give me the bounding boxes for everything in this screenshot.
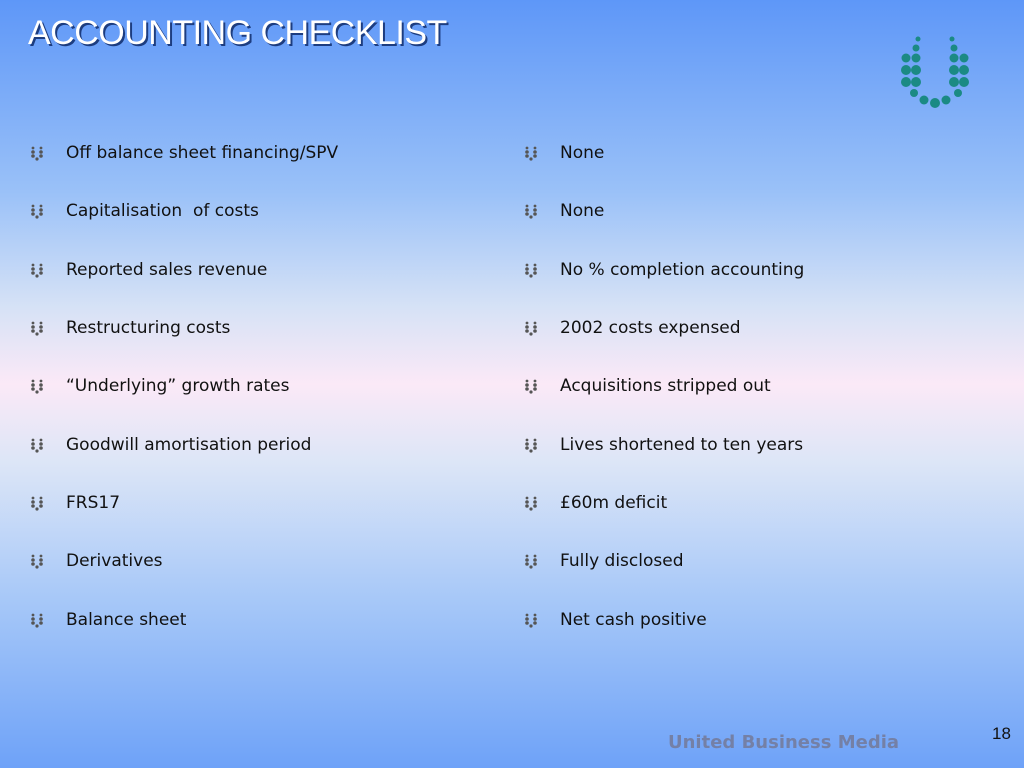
ubm-bullet-icon [523,612,539,628]
checklist-status-text: Fully disclosed [560,551,684,571]
checklist-status [523,316,741,340]
ubm-bullet-icon [523,203,539,219]
checklist-item-label: “Underlying” growth rates [66,376,290,396]
ubm-bullet-icon [29,612,45,628]
checklist-item [29,374,290,398]
ubm-bullet-icon [29,262,45,278]
checklist-status [523,491,667,515]
ubm-bullet-icon [29,378,45,394]
ubm-bullet-icon [523,553,539,569]
checklist-item [29,549,163,573]
checklist-item-label: Derivatives [66,551,163,571]
checklist-status [523,199,604,223]
checklist-status-text: None [560,143,605,163]
checklist-status-text: Net cash positive [560,610,707,630]
checklist-status [523,433,803,457]
ubm-logo-icon [896,34,976,108]
checklist-status [523,141,604,165]
checklist-item-label: Off balance sheet financing/SPV [66,143,339,163]
checklist-item [29,199,259,223]
ubm-bullet-icon [29,553,45,569]
checklist-status-text: £60m deficit [560,493,668,513]
brand-name: United Business Media [668,732,900,753]
ubm-bullet-icon [29,203,45,219]
checklist-item [29,433,311,457]
checklist-status [523,258,804,282]
checklist-item-label: Restructuring costs [66,318,231,338]
ubm-bullet-icon [29,437,45,453]
ubm-bullet-icon [29,145,45,161]
page-number: 18 [992,724,1011,743]
ubm-bullet-icon [523,320,539,336]
checklist-status-text: Lives shortened to ten years [560,435,804,455]
ubm-bullet-icon [523,262,539,278]
slide-title: ACCOUNTING CHECKLIST [28,14,447,52]
checklist-status-text: No % completion accounting [560,260,805,280]
checklist-item-label: Reported sales revenue [66,260,268,280]
ubm-bullet-icon [29,495,45,511]
checklist-status-text: Acquisitions stripped out [560,376,771,396]
checklist-status [523,549,683,573]
ubm-bullet-icon [523,378,539,394]
checklist-item-label: Capitalisation of costs [66,201,259,221]
checklist-item-label: Balance sheet [66,610,187,630]
checklist-status-text: None [560,201,605,221]
checklist-item [29,141,338,165]
checklist-status [523,374,771,398]
ubm-bullet-icon [523,437,539,453]
checklist-item [29,491,120,515]
ubm-bullet-icon [523,495,539,511]
checklist-item [29,258,267,282]
checklist-item-label: FRS17 [66,493,121,513]
checklist-item [29,608,186,632]
checklist-status-text: 2002 costs expensed [560,318,741,338]
checklist-item [29,316,230,340]
ubm-bullet-icon [523,145,539,161]
checklist-item-label: Goodwill amortisation period [66,435,312,455]
checklist-status [523,608,707,632]
ubm-bullet-icon [29,320,45,336]
